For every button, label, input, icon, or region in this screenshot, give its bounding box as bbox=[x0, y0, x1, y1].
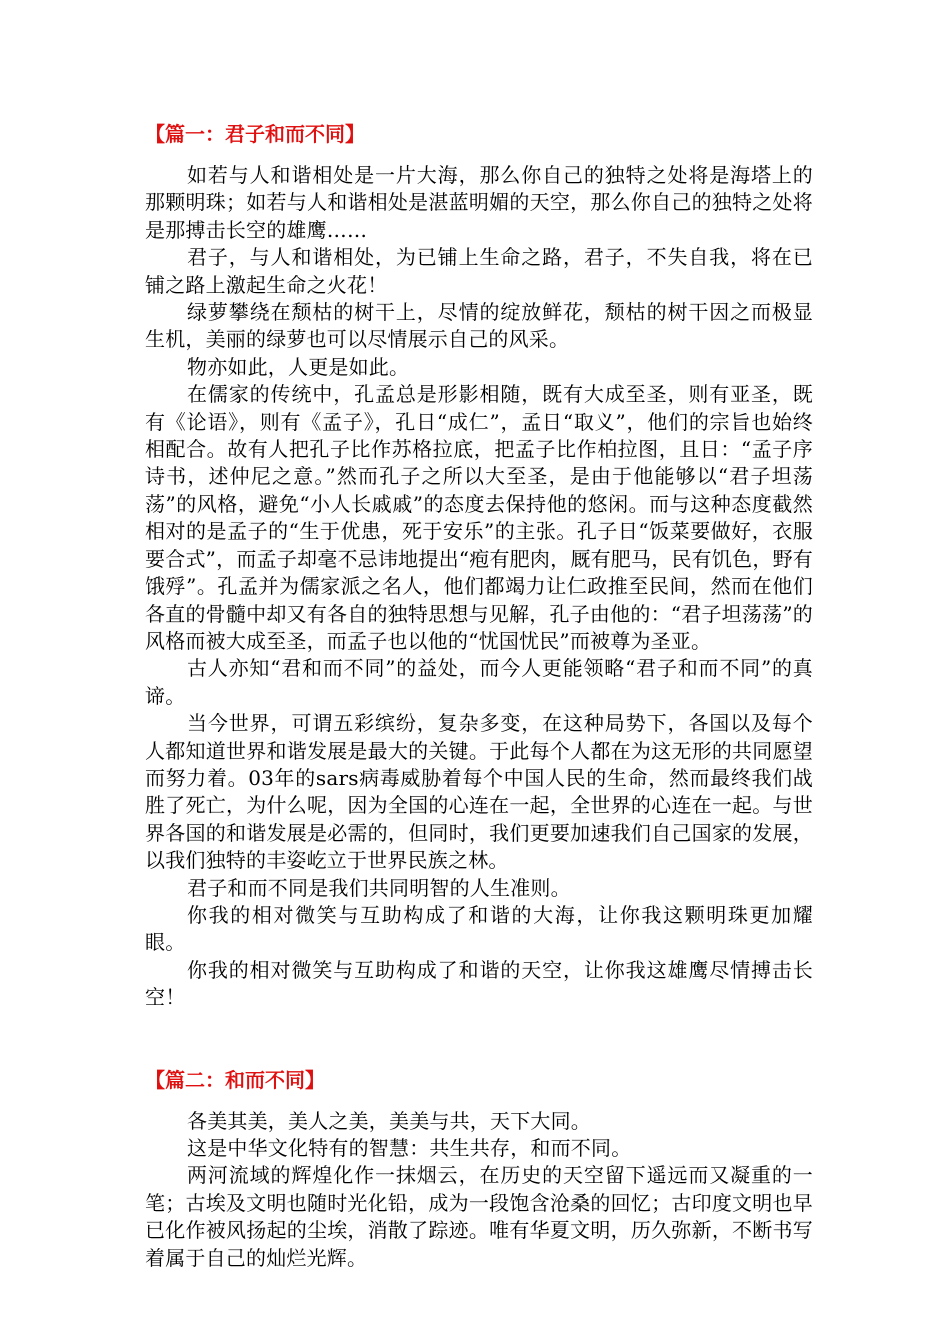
paragraph: 绿萝攀绕在颓枯的树干上，尽情的绽放鲜花，颓枯的树干因之而极显生机，美丽的绿萝也可以尽情展示自己的风采。 bbox=[145, 300, 813, 352]
section-spacer bbox=[145, 1012, 813, 1064]
section-heading-1: 【篇一：君子和而不同】 bbox=[145, 122, 365, 146]
paragraph: 君子和而不同是我们共同明智的人生准则。 bbox=[187, 875, 571, 900]
paragraph: 古人亦知“君和而不同”的益处，而今人更能领略“君子和而不同”的真谛。 bbox=[145, 656, 813, 708]
paragraph: 你我的相对微笑与互助构成了和谐的大海，让你我这颗明珠更加耀眼。 bbox=[145, 902, 813, 955]
section-heading-2: 【篇二：和而不同】 bbox=[145, 1067, 325, 1092]
paragraph: 君子，与人和谐相处，为已铺上生命之路，君子，不失自我，将在已铺之路上激起生命之火花！ bbox=[145, 245, 813, 297]
paragraph: 两河流域的辉煌化作一抹烟云，在历史的天空留下遥远而又凝重的一笔；古埃及文明也随时光化铅，成为一段饱含沧桑的回忆；古印度文明也早已化作被风扬起的尘埃，消散了踪迹。唯有华夏文明，历久弥新，不断书写着属于自己的灿烂光辉。 bbox=[145, 1163, 813, 1270]
paragraph: 物亦如此，人更是如此。 bbox=[187, 354, 410, 379]
paragraph: 这是中华文化特有的智慧：共生共存，和而不同。 bbox=[187, 1136, 632, 1160]
paragraph: 各美其美，美人之美，美美与共，天下大同。 bbox=[187, 1108, 591, 1133]
paragraph: 你我的相对微笑与互助构成了和谐的天空，让你我这雄鹰尽情搏击长空！ bbox=[145, 957, 813, 1010]
paragraph: 如若与人和谐相处是一片大海，那么你自己的独特之处将是海塔上的那颗明珠；如若与人和谐相处是湛蓝明媚的天空，那么你自己的独特之处将是那搏击长空的雄鹰…… bbox=[145, 163, 813, 242]
paragraph: 当今世界，可谓五彩缤纷，复杂多变，在这种局势下，各国以及每个人都知道世界和谐发展是最大的关键。于此每个人都在为这无形的共同愿望而努力着。03年的sars病毒威胁着每个中国人民的生命，然而最终我们战胜了死亡，为什么呢，因为全国的心连在一起，全世界的心连在一起。与世界各国的和谐发展是必需的，但同时，我们更要加速我们自己国家的发展，以我们独特的丰姿屹立于世界民族之林。 bbox=[145, 711, 813, 873]
paragraph: 在儒家的传统中，孔孟总是形影相随，既有大成至圣，则有亚圣，既有《论语》，则有《孟子》，孔日“成仁”，孟日“取义”，他们的宗旨也始终相配合。故有人把孔子比作苏格拉底，把孟子比作柏拉图，且日：“孟子序诗书，述仲尼之意。”然而孔子之所以大至圣，是由于他能够以“君子坦荡荡”的风格，避免“小人长戚戚”的态度去保持他的悠闲。而与这种态度截然相对的是孟子的“生于优患，死于安乐”的主张。孔子日“饭菜要做好，衣服要合式”，而孟子却毫不忌讳地提出“疱有肥肉，厩有肥马，民有饥色，野有饿殍”。孔孟并为儒家派之名人，他们都竭力让仁政推至民间，然而在他们各直的骨髓中却又有各自的独特思想与见解，孔子由他的：“君子坦荡荡”的风格而被大成至圣，而孟子也以他的“忧国忧民”而被尊为圣亚。 bbox=[145, 382, 813, 653]
document-body bbox=[145, 118, 813, 1272]
